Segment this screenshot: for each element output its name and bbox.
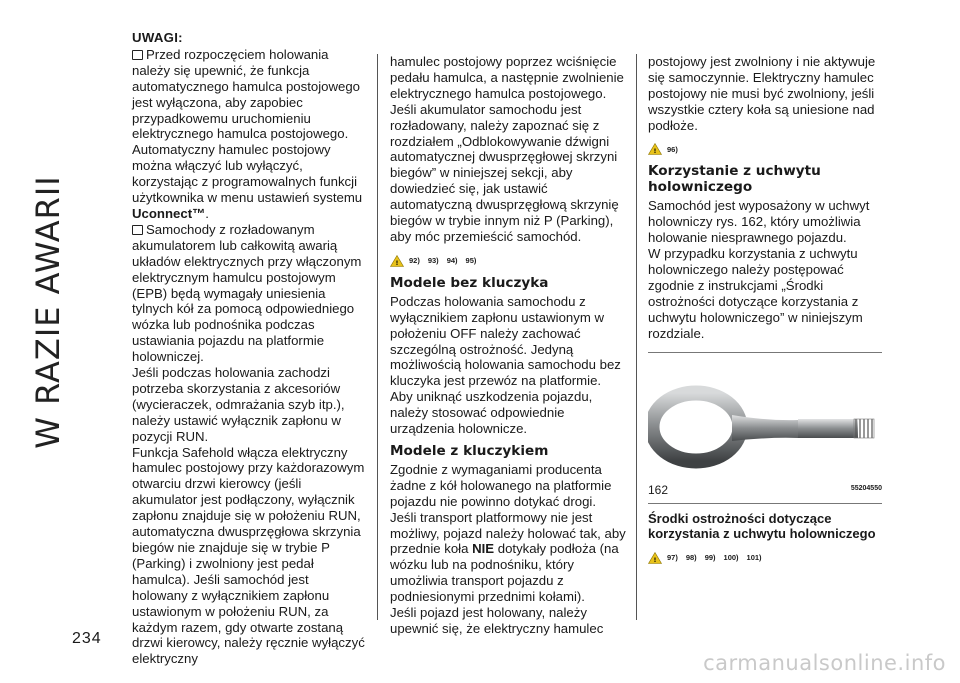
side-section-title — [18, 42, 78, 582]
warning-references: ! 92) 93) 94) 95) — [390, 253, 626, 269]
figure-caption: Środki ostrożności dotyczące korzystania z uchwytu holowniczego — [648, 510, 876, 542]
svg-text:!: ! — [395, 259, 399, 267]
note-1: Przed rozpoczęciem holowania należy się upewnić, że funkcja automatycznego hamulca postojowego jest wyłączona, aby zapobiec przypadkowemu uruchomieniu elektrycznego hamulca postojowego. Automatyczny hamulec postojowy można włączyć lub wyłączyć, korzystając z programowalnych funkcji użytkownika w menu ustawień systemu Uconnect™. — [132, 46, 363, 221]
column-1 — [132, 30, 366, 667]
paragraph: W przypadku korzystania z uchwytu holowniczego należy postępować zgodnie z instrukcjami „Środki ostrożności dotyczące korzystania z uchwytu holowniczego” w niniejszym rozdziale. — [648, 246, 863, 341]
figure-code: 55204550 — [850, 484, 882, 492]
paragraph: Jeśli podczas holowania zachodzi potrzeba skorzystania z akcesoriów (wycieraczek, odmrażania szyb itp.), należy ustawić wyłącznik zapłonu w pozycji RUN. — [132, 365, 345, 444]
section-title-text: W RAZIE AWARII — [29, 175, 67, 449]
heading-key-models: Modele z kluczykiem — [390, 442, 549, 459]
column-divider — [636, 54, 637, 620]
svg-text:!: ! — [653, 148, 657, 156]
warning-triangle-icon — [390, 255, 404, 267]
book-icon — [132, 225, 143, 235]
paragraph: Jeśli transport platformowy nie jest możliwy, pojazd należy holować tak, aby przednie koła NIE dotykały podłoża (na wózku lub na podnośniku, który umożliwia transport pojazdu z podniesionymi przednimi kołami). — [390, 509, 626, 605]
heading-tow-eye: Korzystanie z uchwytu holowniczego — [648, 163, 821, 196]
tow-hook-image — [648, 371, 882, 481]
column-3 — [648, 54, 882, 572]
svg-text:!: ! — [653, 556, 657, 564]
warning-title: UWAGI: — [132, 30, 183, 45]
paragraph: Jeśli akumulator samochodu jest rozładowany, należy zapoznać się z rozdziałem „Odblokowywanie dźwigni automatycznej dwusprzęgłowej skrzyni biegów” w niniejszej sekcji, aby dowiedzieć się, jak ustawić automatyczną dwusprzęgłową skrzynię biegów w trybie innym niż P (Parking), aby móc przemieścić samochód. — [390, 101, 619, 244]
paragraph: hamulec postojowy poprzez wciśnięcie pedału hamulca, a następnie zwolnienie elektrycznego hamulca postojowego. — [390, 54, 624, 101]
warning-references: ! 97) 98) 99) 100) 101) — [648, 550, 882, 566]
paragraph: Jeśli pojazd jest holowany, należy upewnić się, że elektryczny hamulec — [390, 605, 604, 636]
note-2: Samochody z rozładowanym akumulatorem lub całkowitą awarią układów elektrycznych przy włączonym elektrycznym hamulcu postojowym (EPB) będą wymagały uniesienia tylnych kół za pomocą odpowiedniego wózka lub podnośnika podczas ustawiania pojazdu na platformie holowniczej. — [132, 221, 362, 365]
warning-triangle-icon — [648, 552, 662, 564]
paragraph: Podczas holowania samochodu z wyłącznikiem zapłonu ustawionym w położeniu OFF należy zachować szczególną ostrożność. Jedyną możliwością holowania samochodu bez kluczyka jest przewóz na platformie. Aby uniknąć uszkodzenia pojazdu, należy stosować odpowiednie urządzenia holownicze. — [390, 293, 621, 437]
paragraph: Zgodnie z wymaganiami producenta żadne z kół holowanego na platformie pojazdu nie powinno dotykać drogi. — [390, 461, 612, 509]
paragraph: Funkcja Safehold włącza elektryczny hamulec postojowy przy każdorazowym otwarciu drzwi kierowcy (jeśli akumulator jest podłączony, wyłącznik zapłonu znajduje się w położeniu RUN, automatyczna dwusprzęgłowa skrzynia biegów nie znajduje się w trybie P (Parking) i zwolniony jest pedał hamulca). Jeśli samochód jest holowany z wyłącznikiem zapłonu ustawionym w położeniu RUN, za każdym razem, gdy otwarte zostaną drzwi kierowcy, należy ręcznie wyłączyć elektryczny — [132, 444, 365, 667]
page-number: 234 — [72, 630, 102, 647]
watermark: carmanualsonline.info — [703, 651, 946, 675]
warning-references: ! 96) — [648, 142, 882, 158]
heading-keyless-models: Modele bez kluczyka — [390, 274, 549, 291]
column-2 — [390, 54, 626, 637]
column-divider — [377, 54, 378, 620]
book-icon — [132, 50, 143, 60]
paragraph: postojowy jest zwolniony i nie aktywuje się samoczynnie. Elektryczny hamulec postojowy nie musi być zwolniony, jeśli wszystkie cztery koła są uniesione nad podłoże. — [648, 54, 876, 133]
figure-162 — [648, 353, 882, 503]
warning-triangle-icon — [648, 143, 662, 155]
figure-number: 162 — [648, 482, 669, 497]
figure-bottom-rule — [648, 503, 882, 504]
paragraph: Samochód jest wyposażony w uchwyt holowniczy rys. 162, który umożliwia holowanie niesprawnego pojazdu. — [648, 198, 870, 246]
